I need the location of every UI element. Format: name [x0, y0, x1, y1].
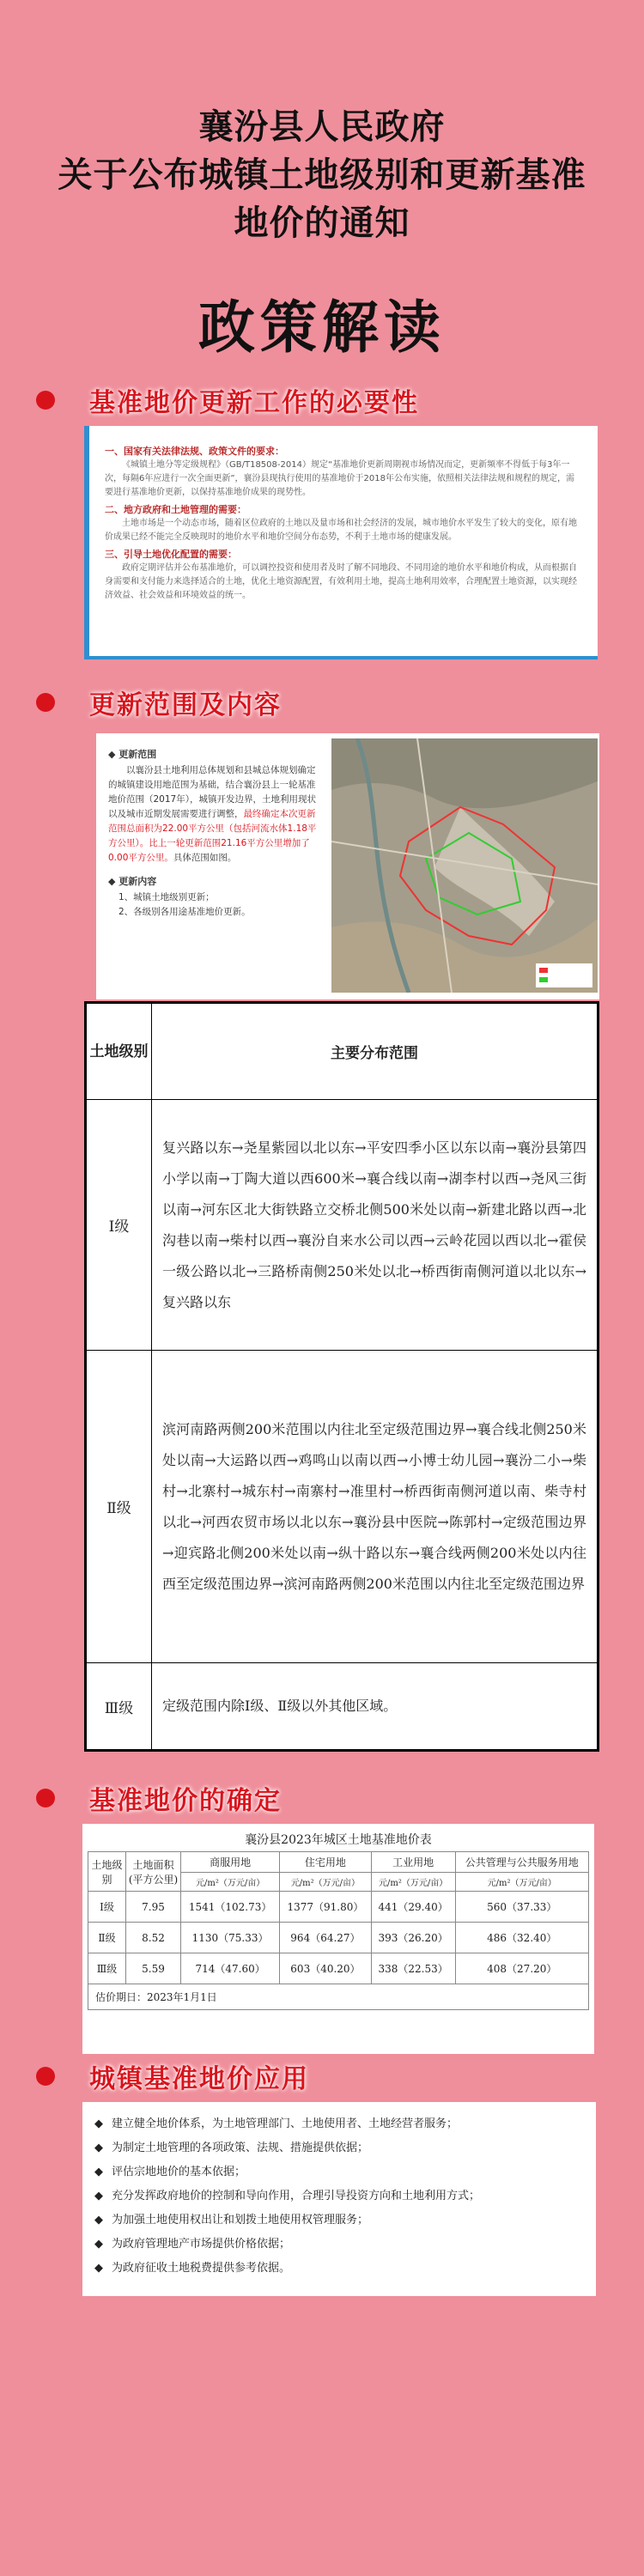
section-title-application: 城镇基准地价应用	[36, 2057, 309, 2095]
necessity-paragraph-2: 土地市场是一个动态市场，随着区位政府的土地以及量市场和社会经济的发展，城市地价水平发生了较大的变化，原有地价成果已经不能完全反映现时的地价水平和地价空间分布态势，不利于土地市场的健康发展。	[105, 519, 577, 542]
price-table-unit-row: 元/m²（万元/亩） 元/m²（万元/亩） 元/m²（万元/亩） 元/m²（万元/亩）	[88, 1873, 589, 1892]
necessity-card	[84, 426, 598, 659]
level-cell: Ⅲ级	[87, 1663, 152, 1750]
diamond-bullet-icon: ◆	[94, 2262, 103, 2275]
section-title-scope: 更新范围及内容	[36, 683, 282, 721]
price-table	[88, 1851, 589, 2010]
price-table-header: 土地级别 土地面积(平方公里) 商服用地 住宅用地 工业用地 公共管理与公共服务用地	[88, 1852, 589, 1873]
scope-aerial-map	[331, 738, 598, 993]
table-row: Ⅱ级 8.52 1130（75.33） 964（64.27） 393（26.20） 486（32.40）	[88, 1923, 589, 1953]
list-item: ◆ 充分发挥政府地价的控制和导向作用，合理引导投资方向和土地利用方式；	[94, 2184, 584, 2208]
price-table-caption: 襄汾县2023年城区土地基准地价表	[245, 1833, 432, 1847]
scope-item-2: 2、各级别各用途基准地价更新。	[118, 907, 251, 917]
range-cell: 定级范围内除Ⅰ级、Ⅱ级以外其他区域。	[152, 1663, 598, 1750]
necessity-paragraph-3: 政府定期评估并公布基准地价，可以调控投资和使用者及时了解不同地段、不同用途的地价水平和地价构成，从而根据自身需要和支付能力来选择适合的土地，优化土地资源配置，有效利用土地，提高土地利用效率，合理配置土地资源，以实现经济效益、社会效益和环境效益的统一。	[105, 563, 577, 600]
diamond-bullet-icon: ◆	[94, 2142, 103, 2154]
section-title-price: 基准地价的确定	[36, 1779, 282, 1817]
necessity-paragraph-1: 《城镇土地分等定级规程》（GB/T18508-2014）规定“基准地价更新周期视市场情况而定，更新频率不得低于每3年一次，每隔6年应进行一次全面更新”，襄汾县现执行使用的基准地价于2018年公布实施，依照相关法律法规和规程的规定，需要进行基准地价更新，以保持基准地价成果的现势性。	[105, 460, 574, 497]
header-land-level: 土地级别	[87, 1004, 152, 1100]
valuation-date: 估价期日：2023年1月1日	[88, 1984, 589, 2010]
valuation-date-row	[88, 1984, 589, 2010]
table-row	[87, 1663, 598, 1750]
land-level-table	[84, 1001, 599, 1752]
scope-heading-range: ◆ 更新范围	[108, 749, 157, 760]
range-cell: 复兴路以东→尧星紫园以北以东→平安四季小区以东以南→襄汾县第四小学以南→丁陶大道以西600米→襄合线以南→湖李村以西→尧风三街以南→河东区北大街铁路立交桥北侧500米处以南→新建北路以西→北沟巷以南→柴村以西→襄汾自来水公司以西→云岭花园以西以北→霍侯一级公路以北→三路桥南侧250米处以北→桥西街南侧河道以北以东→复兴路以东	[152, 1100, 598, 1351]
table-row: Ⅲ级 5.59 714（47.60） 603（40.20） 338（22.53） 408（27.20）	[88, 1953, 589, 1984]
list-item: ◆ 为制定土地管理的各项政策、法规、措施提供依据；	[94, 2136, 584, 2160]
title-line-3: 地价的通知	[234, 204, 410, 243]
list-item: ◆ 建立健全地价体系，为土地管理部门、土地使用者、土地经营者服务；	[94, 2112, 584, 2136]
necessity-heading-3: 三、引导土地优化配置的需要：	[105, 549, 237, 560]
section-title-necessity: 基准地价更新工作的必要性	[36, 381, 419, 419]
level-cell: Ⅰ级	[87, 1100, 152, 1351]
table-row	[87, 1351, 598, 1663]
scope-paragraph: 以襄汾县土地利用总体规划和县城总体规划确定的城镇建设用地范围为基础，结合襄汾县上一轮基准地价范围（2017年），城镇开发边界，土地利用现状以及城市近期发展需要进行调整，最终确定本次更新范围总面积为22.00平方公里（包括河流水体1.18平方公里）。比上一轮更新范围21.16平方公里增加了0.00平方公里。具体范围如图。	[108, 765, 317, 863]
red-bullet-icon	[36, 1789, 55, 1807]
list-item: ◆ 为加强土地使用权出让和划拨土地使用权管理服务；	[94, 2208, 584, 2233]
scope-highlight: 最终确定本次更新范围总面积为22.00平方公里（包括河流水体1.18平方公里）。比上一轮更新范围21.16平方公里增加了0.00平方公里。	[108, 809, 317, 863]
range-cell: 滨河南路两侧200米范围以内往北至定级范围边界→襄合线北侧250米处以南→大运路以西→鸡鸣山以南以西→小博士幼儿园→襄汾二小→柴村→北寨村→城东村→南寨村→准里村→桥西街南侧河道以南、柴寺村以北→河西农贸市场以北以东→襄汾县中医院→陈郭村→定级范围边界→迎宾路北侧200米处以南→纵十路以东→襄合线两侧200米处以内往西至定级范围边界→滨河南路两侧200米范围以内往北至定级范围边界	[152, 1351, 598, 1663]
list-item: ◆ 为政府管理地产市场提供价格依据；	[94, 2233, 584, 2257]
table-header-row	[87, 1004, 598, 1100]
header-main-range: 主要分布范围	[152, 1004, 598, 1100]
table-row: Ⅰ级 7.95 1541（102.73） 1377（91.80） 441（29.40） 560（37.33）	[88, 1892, 589, 1923]
list-item: ◆ 评估宗地地价的基本依据；	[94, 2160, 584, 2184]
title-line-1: 襄汾县人民政府	[198, 107, 446, 147]
level-cell: Ⅱ级	[87, 1351, 152, 1663]
diamond-bullet-icon: ◆	[94, 2238, 103, 2251]
application-card	[82, 2102, 596, 2296]
diamond-bullet-icon: ◆	[94, 2190, 103, 2202]
price-table-card	[82, 1824, 594, 2054]
page-header	[0, 103, 644, 363]
diamond-bullet-icon: ◆	[94, 2166, 103, 2178]
diamond-bullet-icon: ◆	[94, 2117, 103, 2130]
red-bullet-icon	[36, 391, 55, 410]
necessity-heading-1: 一、国家有关法律法规、政策文件的要求：	[105, 446, 284, 457]
red-bullet-icon	[36, 693, 55, 712]
table-row	[87, 1100, 598, 1351]
scope-heading-content: ◆ 更新内容	[108, 876, 157, 887]
diamond-bullet-icon: ◆	[94, 2214, 103, 2227]
scope-item-1: 1、城镇土地级别更新；	[118, 892, 215, 902]
title-line-2: 关于公布城镇土地级别和更新基准	[58, 155, 586, 195]
red-bullet-icon	[36, 2067, 55, 2086]
list-item: ◆ 为政府征收土地税费提供参考依据。	[94, 2257, 584, 2281]
necessity-heading-2: 二、地方政府和土地管理的需要：	[105, 504, 246, 515]
scope-card	[96, 733, 599, 999]
scope-text	[96, 733, 330, 999]
policy-interpretation-title: 政策解读	[198, 295, 446, 361]
